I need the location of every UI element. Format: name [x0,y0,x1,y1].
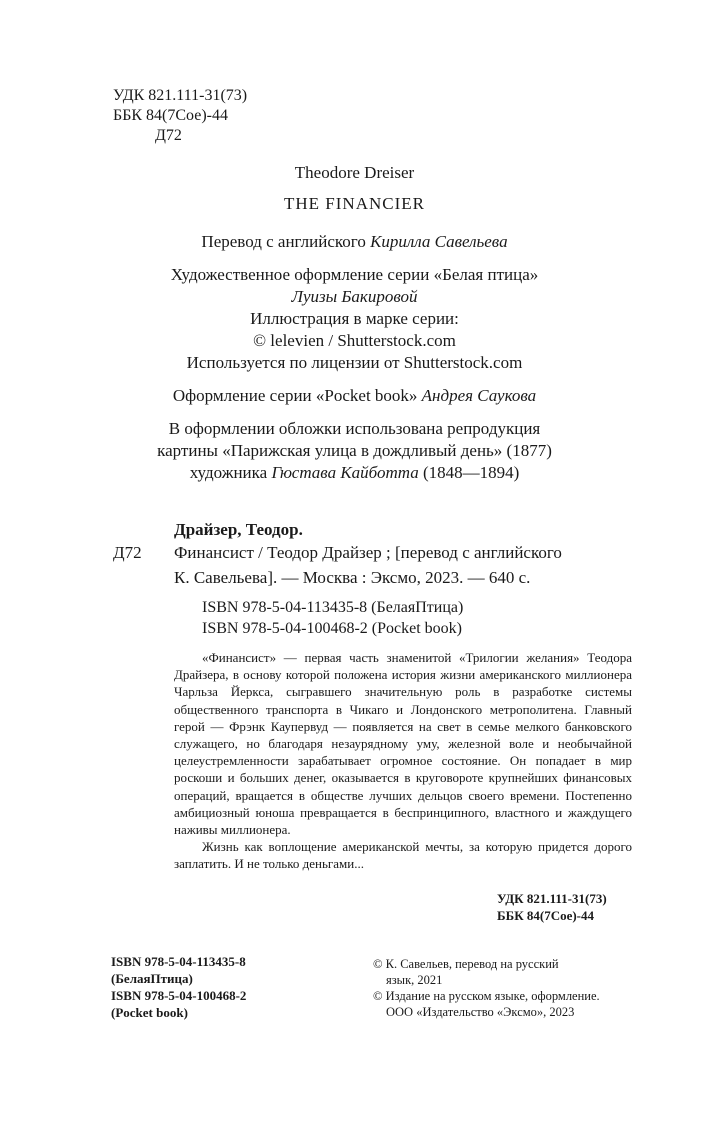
bbk-code: ББК 84(7Сое)-44 [113,107,228,124]
footer-isbn-2: ISBN 978-5-04-100468-2 [111,988,247,1003]
bibliographic-line-2: К. Савельева]. — Москва : Эксмо, 2023. — 640 с. [174,568,531,587]
series-artist: Луизы Бакировой [291,287,418,306]
copyright-edition-line-2: ООО «Издательство «Эксмо», 2023 [386,1005,575,1019]
cover-line-1: В оформлении обложки использована репродукция [168,419,541,438]
footer-isbn-1-series: (БелаяПтица) [111,971,193,986]
translator-name: Кирилла Савельева [370,232,508,251]
footer-isbn-1: ISBN 978-5-04-113435-8 [111,954,246,969]
udk-code: УДК 821.111-31(73) [113,87,248,104]
cover-artist-years: (1848—1894) [422,463,520,482]
original-title: THE FINANCIER [284,194,425,213]
pocket-designer: Андрея Саукова [421,386,537,405]
cover-line-3-prefix: художника [189,463,268,482]
bbk-code-repeat: ББК 84(7Сое)-44 [497,908,595,923]
pocket-design-credit [0,385,709,407]
illustration-credit: © lelevien / Shutterstock.com [253,331,456,350]
license-note: Используется по лицензии от Shutterstock.com [186,353,523,372]
cover-line-2: картины «Парижская улица в дождливый день» (1877) [157,441,552,460]
bibliographic-line-1: Финансист / Теодор Драйзер ; [перевод с английского [174,543,562,562]
translation-credit [0,231,709,253]
original-author: Theodore Dreiser [294,163,415,182]
cover-artist: Гюстава Кайботта [271,463,419,482]
translation-prefix: Перевод с английского [201,232,366,251]
isbn-belaya-ptitsa: ISBN 978-5-04-113435-8 (БелаяПтица) [202,599,464,616]
copyright-edition-line-1: © Издание на русском языке, оформление. [373,989,600,1003]
cover-line-3 [0,462,709,484]
isbn-pocket-book: ISBN 978-5-04-100468-2 (Pocket book) [202,620,462,637]
copyright-translation-line-2: язык, 2021 [386,973,443,987]
bibliographic-mark: Д72 [113,543,142,562]
illustration-label: Иллюстрация в марке серии: [250,309,459,328]
annotation [174,649,632,873]
author-mark: Д72 [155,127,182,144]
annotation-paragraph-2: Жизнь как воплощение американской мечты, за которую придется дорого заплатить. И не только деньгами... [174,839,632,872]
udk-code-repeat: УДК 821.111-31(73) [497,891,607,906]
pocket-design-prefix: Оформление серии «Pocket book» [172,386,418,405]
copyright-translation-line-1: © К. Савельев, перевод на русский [373,957,559,971]
bibliographic-heading: Драйзер, Теодор. [174,520,303,539]
series-art-credit: Художественное оформление серии «Белая птица» [170,265,539,284]
footer-isbn-2-series: (Pocket book) [111,1005,188,1020]
annotation-paragraph-1: «Финансист» — первая часть знаменитой «Трилогии желания» Теодора Драйзера, в основу которой положена история жизни американского миллионера Чарльза Йеркса, сыгравшего значительную роль в разработке системы общественного транспорта в Чикаго и Лондонского метрополитена. Главный герой — Фрэнк Каупервуд — появляется на свет в семье мелкого банковского служащего, но благодаря незаурядному уму, железной воле и необычайной целеустремленности зарабатывает огромное состояние. Он попадает в мир роскоши и больших денег, оказывается в круговороте крупнейших финансовых операций, вращается в обществе лучших дельцов своего времени. Постепенно амбициозный юноша превращается в беспринципного, властного и жаждущего наживы миллионера. [174,650,632,838]
